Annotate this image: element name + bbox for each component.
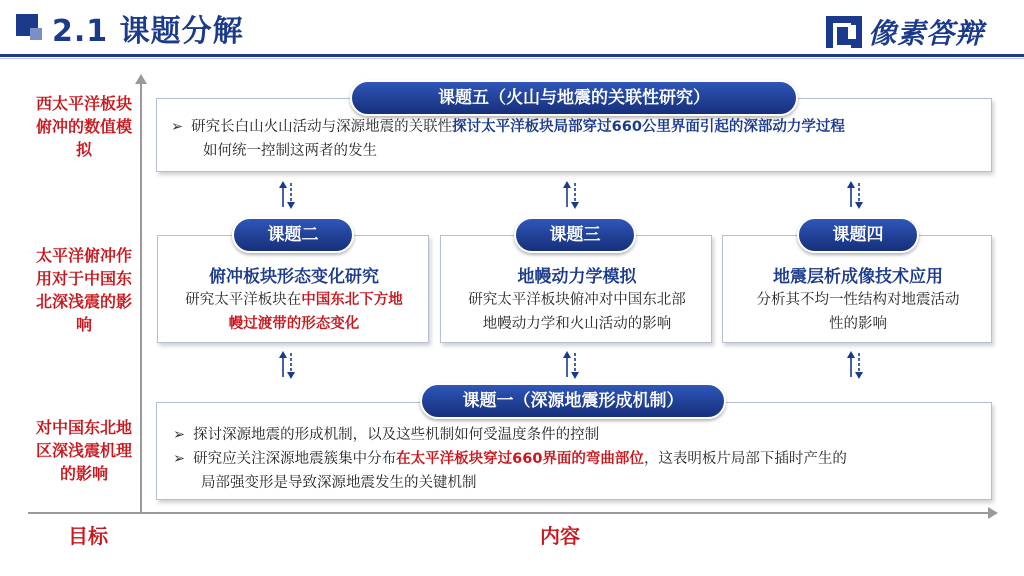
horizontal-axis-arrow	[988, 507, 998, 519]
topic2-pill: 课题二	[232, 217, 354, 253]
topic2-desc: 研究太平洋板块在中国东北下方地 幔过渡带的形态变化	[185, 292, 403, 332]
topic4-title: 地震层析成像技术应用	[773, 267, 943, 287]
axis-label-goal: 目标	[68, 524, 108, 548]
bidirectional-arrow-icon	[278, 351, 296, 379]
topic5-line2: 如何统一控制这两者的发生	[203, 143, 377, 159]
brand-icon	[826, 16, 862, 48]
topic3-desc: 研究太平洋板块俯冲对中国东北部 地幔动力学和火山活动的影响	[468, 292, 686, 332]
axis-label-content: 内容	[540, 524, 580, 548]
topic2-title: 俯冲板块形态变化研究	[209, 267, 379, 287]
goal-2: 太平洋俯冲作用对于中国东北深浅震的影响	[35, 246, 132, 334]
topic3-pill: 课题三	[514, 217, 636, 253]
arrow-bullet-icon: ➢	[173, 427, 186, 443]
header-divider	[0, 54, 1024, 57]
topic1-bullet2: ➢ 研究应关注深源地震簇集中分布在太平洋板块穿过660界面的弯曲部位，这表明板片局部下插时产生的	[173, 451, 847, 467]
title-mark-small-square	[30, 28, 42, 40]
topic5-pill: 课题五（火山与地震的关联性研究）	[350, 80, 798, 116]
bidirectional-arrow-icon	[562, 351, 580, 379]
arrow-bullet-icon: ➢	[171, 119, 184, 135]
goal-1: 西太平洋板块俯冲的数值模拟	[35, 94, 132, 159]
topic5-line1: ➢ 研究长白山火山活动与深源地震的关联性探讨太平洋板块局部穿过660公里界面引起的深部动力学过程	[171, 119, 845, 135]
bidirectional-arrow-icon	[846, 181, 864, 209]
vertical-axis	[140, 82, 142, 514]
topic4-pill: 课题四	[797, 217, 919, 253]
vertical-axis-arrow	[135, 74, 147, 84]
horizontal-axis	[28, 512, 990, 514]
goal-3: 对中国东北地区深浅震机理的影响	[35, 418, 132, 483]
topic1-bullet1: ➢ 探讨深源地震的形成机制，以及这些机制如何受温度条件的控制	[173, 427, 600, 443]
header-divider-thin	[0, 58, 1024, 59]
topic1-bullet2-line2: 局部强变形是导致深源地震发生的关键机制	[201, 475, 477, 491]
topic4-desc: 分析其不均一性结构对地震活动 性的影响	[756, 292, 960, 332]
topic3-title: 地幔动力学模拟	[517, 267, 637, 287]
bidirectional-arrow-icon	[278, 181, 296, 209]
page-title: 2.1 课题分解	[52, 14, 244, 49]
brand-logo	[826, 12, 984, 52]
bidirectional-arrow-icon	[846, 351, 864, 379]
topic1-pill: 课题一（深源地震形成机制）	[420, 383, 726, 419]
brand-name: 像素答辩	[868, 17, 985, 50]
bidirectional-arrow-icon	[562, 181, 580, 209]
arrow-bullet-icon: ➢	[173, 451, 186, 467]
